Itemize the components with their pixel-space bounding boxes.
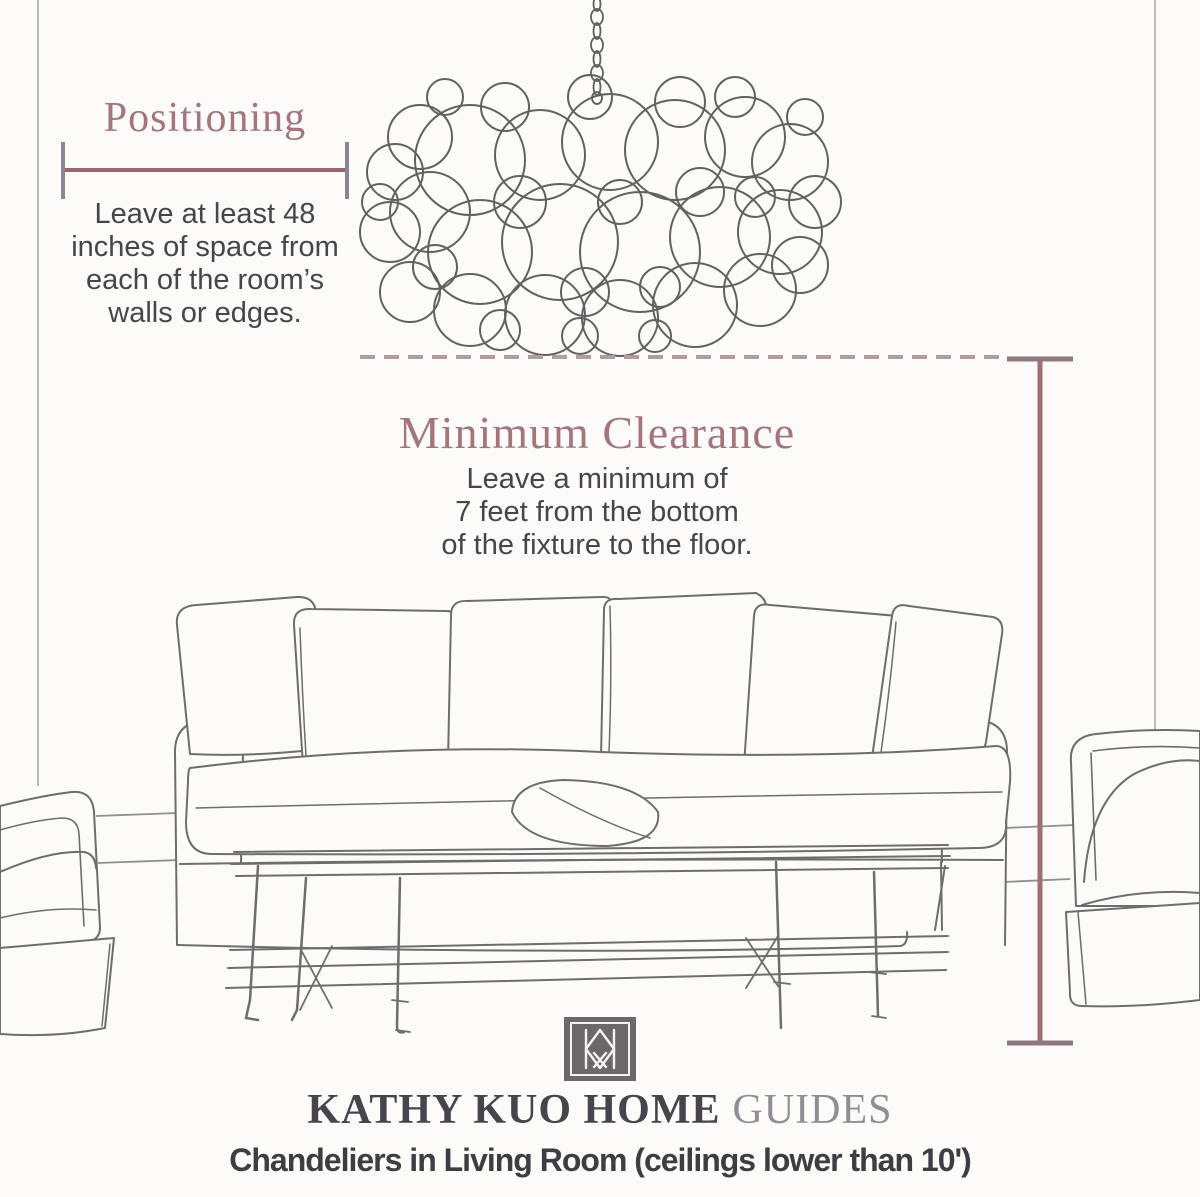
left-armchair-illustration: [0, 792, 114, 1035]
positioning-title: Positioning: [103, 95, 307, 141]
positioning-description-line: inches of space from: [71, 231, 339, 263]
clearance-description-line: 7 feet from the bottom: [455, 496, 739, 528]
brand-name: KATHY KUO HOME: [307, 1087, 721, 1133]
positioning-description-line: Leave at least 48: [94, 198, 316, 230]
positioning-description-line: walls or edges.: [108, 297, 302, 329]
sofa-illustration: [175, 593, 1010, 951]
clearance-description-line: of the fixture to the floor.: [441, 529, 753, 561]
clearance-title: Minimum Clearance: [398, 407, 796, 458]
positioning-measure-line: [63, 142, 347, 199]
clearance-measure-line: [1007, 359, 1073, 1043]
clearance-description-line: Leave a minimum of: [466, 463, 728, 495]
right-armchair-illustration: [1066, 730, 1200, 1006]
brand-wordmark: [100, 1086, 1100, 1134]
positioning-description-line: each of the room’s: [85, 264, 325, 296]
positioning-description: [5, 198, 405, 330]
brand-suffix: GUIDES: [732, 1087, 893, 1133]
infographic-caption: Chandeliers in Living Room (ceilings lower than 10'): [229, 1142, 971, 1178]
clearance-description: [397, 463, 797, 562]
chandelier-chain: [591, 0, 603, 104]
kathy-kuo-home-monogram-icon: [563, 1016, 637, 1082]
chandelier-illustration: [360, 75, 841, 356]
